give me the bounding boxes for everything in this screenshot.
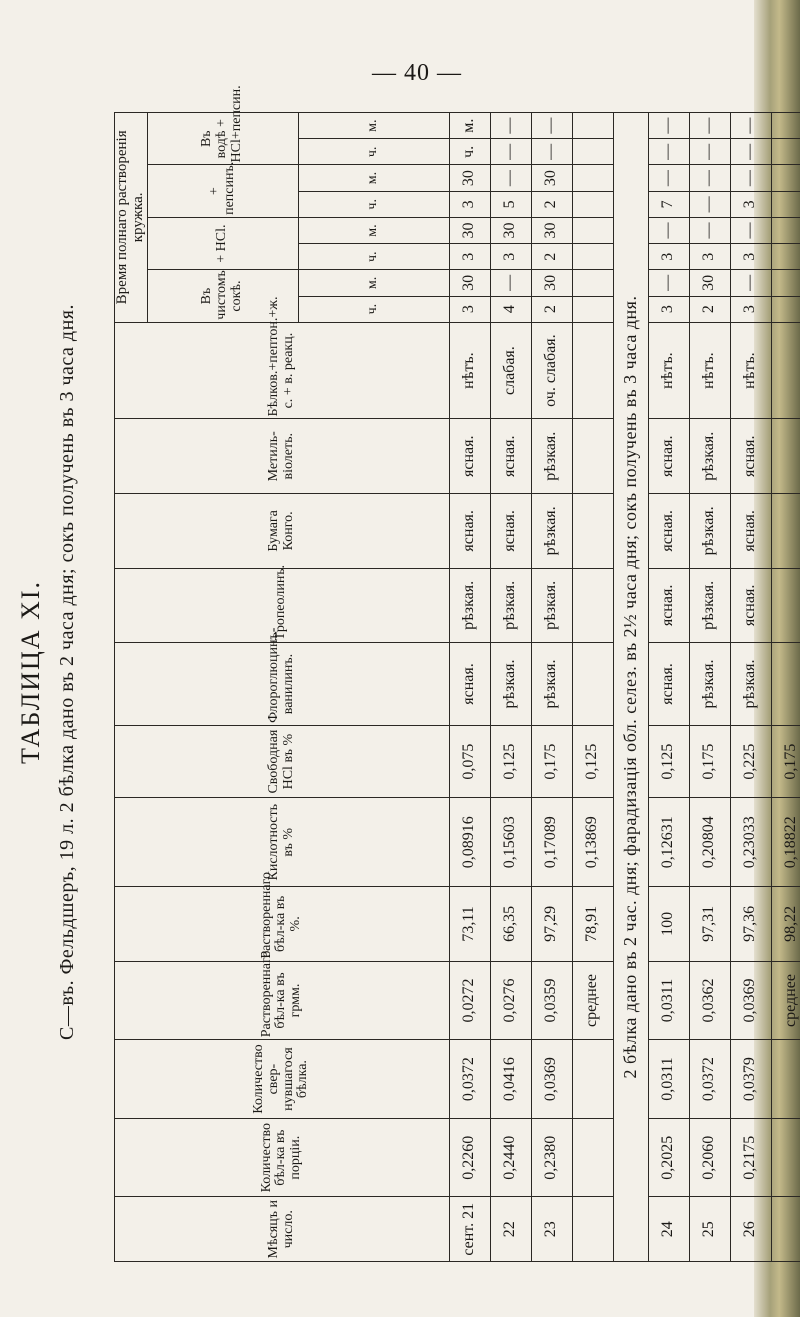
cell-hcl: 0,125 <box>648 725 689 798</box>
cell-peps-h: 5 <box>490 191 531 217</box>
header-total-weight: Количество бѣл-ка въ порціи. <box>115 1118 450 1197</box>
unit-minutes: м. <box>298 165 449 191</box>
cell-trop: рѣзкая. <box>449 568 490 643</box>
cell-phloro: рѣзкая. <box>531 643 572 726</box>
protocol-line: 2 бѣлка дано въ 2 часа дня; сокъ получень въ 3 часа дня. <box>56 303 78 813</box>
table-note-row <box>613 113 648 1262</box>
cell-hcl-m <box>572 217 613 243</box>
cell-water-m: м. <box>449 113 490 139</box>
cell-mv: рѣзкая. <box>531 419 572 494</box>
cell-water-m: — <box>648 113 689 139</box>
table-row <box>449 113 490 1262</box>
cell-pct: 97,31 <box>689 887 730 962</box>
cell-peps-h: 7 <box>648 191 689 217</box>
cell-hcl-h: 3 <box>689 244 730 270</box>
cell-hcl-h: 3 <box>490 244 531 270</box>
cell-peps-h: — <box>689 191 730 217</box>
cell-hcl: 0,225 <box>730 725 771 798</box>
cell-trop <box>572 568 613 643</box>
cell-total: 0,2060 <box>689 1118 730 1197</box>
cell-water-h: — <box>730 139 771 165</box>
header-tropeolin: Тропеолинъ. <box>115 568 450 643</box>
cell-hcl: 0,125 <box>572 725 613 798</box>
cell-date: сент. 21 <box>449 1197 490 1262</box>
cell-hcl-h: 2 <box>531 244 572 270</box>
unit-hours: ч. <box>298 139 449 165</box>
cell-date: 25 <box>689 1197 730 1262</box>
cell-water-h <box>572 139 613 165</box>
cell-water-m: — <box>730 113 771 139</box>
header-digested-pct: Раствореннаго бѣл-ка въ %. <box>115 887 450 962</box>
table-title: ТАБЛИЦА XI. <box>16 579 45 765</box>
cell-plain-m: 30 <box>449 270 490 296</box>
cell-mv: ясная. <box>449 419 490 494</box>
cell-trop: рѣзкая. <box>689 568 730 643</box>
cell-hcl: 0,125 <box>490 725 531 798</box>
cell-hcl-m: — <box>689 217 730 243</box>
cell-plain-m: — <box>648 270 689 296</box>
unit-minutes: м. <box>298 270 449 296</box>
cell-pct: 66,35 <box>490 887 531 962</box>
cell-congo: ясная. <box>648 494 689 569</box>
cell-acidity: 0,17089 <box>531 798 572 887</box>
cell-hcl-m: 30 <box>449 217 490 243</box>
table-row-average <box>572 113 613 1262</box>
cell-pct: 97,29 <box>531 887 572 962</box>
cell-coag: 0,0379 <box>730 1040 771 1119</box>
cell-water-m <box>771 113 800 139</box>
header-methyl-violet: Метиль-віолеть. <box>115 419 450 494</box>
cell-hcl: 0,175 <box>771 725 800 798</box>
header-time-pepsin: + пепсинъ. <box>147 165 298 217</box>
table-body-1 <box>449 113 648 1262</box>
cell-phloro: рѣзкая. <box>730 643 771 726</box>
cell-plain-h <box>771 296 800 322</box>
header-biuret: Бѣлков.+пептон.+ж. с. + в. реакц. <box>115 322 450 419</box>
cell-date: 24 <box>648 1197 689 1262</box>
cell-digested: 0,0311 <box>648 961 689 1040</box>
cell-plain-h: 3 <box>730 296 771 322</box>
header-time-water: Въ водѣ + НСl+пепсин. <box>147 113 298 166</box>
cell-total: 0,2440 <box>490 1118 531 1197</box>
cell-date: 22 <box>490 1197 531 1262</box>
cell-pct: 73,11 <box>449 887 490 962</box>
rotated-table-block <box>16 82 800 1262</box>
cell-plain-h: 3 <box>648 296 689 322</box>
cell-congo <box>572 494 613 569</box>
cell-water-m <box>572 113 613 139</box>
table-row <box>531 113 572 1262</box>
cell-biuret: нѣтъ. <box>449 322 490 419</box>
cell-total: 0,2025 <box>648 1118 689 1197</box>
header-free-hcl: Свободная НСl въ % <box>115 725 450 798</box>
cell-plain-m <box>572 270 613 296</box>
unit-minutes: м. <box>298 217 449 243</box>
table-caption <box>16 82 96 1262</box>
cell-congo: ясная. <box>490 494 531 569</box>
cell-coag: 0,0416 <box>490 1040 531 1119</box>
cell-peps-m: — <box>689 165 730 191</box>
cell-water-m: — <box>689 113 730 139</box>
cell-phloro: рѣзкая. <box>490 643 531 726</box>
cell-date <box>572 1197 613 1262</box>
cell-hcl-m <box>771 217 800 243</box>
unit-hours: ч. <box>298 244 449 270</box>
cell-peps-m <box>572 165 613 191</box>
cell-hcl-m: 30 <box>490 217 531 243</box>
cell-acidity: 0,15603 <box>490 798 531 887</box>
cell-peps-h: 3 <box>449 191 490 217</box>
cell-plain-m: — <box>730 270 771 296</box>
cell-water-h: — <box>490 139 531 165</box>
cell-phloro: ясная. <box>449 643 490 726</box>
cell-biuret: оч. слабая. <box>531 322 572 419</box>
cell-water-m: — <box>490 113 531 139</box>
cell-hcl-h <box>572 244 613 270</box>
table-row <box>490 113 531 1262</box>
cell-peps-h <box>771 191 800 217</box>
cell-trop: ясная. <box>730 568 771 643</box>
cell-date: 26 <box>730 1197 771 1262</box>
cell-hcl: 0,175 <box>531 725 572 798</box>
cell-digested: 0,0369 <box>730 961 771 1040</box>
cell-total: 0,2175 <box>730 1118 771 1197</box>
cell-acidity: 0,18822 <box>771 798 800 887</box>
cell-phloro <box>572 643 613 726</box>
page-number: — 40 — <box>372 60 462 86</box>
cell-congo <box>771 494 800 569</box>
cell-peps-m: 30 <box>449 165 490 191</box>
cell-plain-h: 2 <box>531 296 572 322</box>
cell-digested: 0,0276 <box>490 961 531 1040</box>
cell-total <box>771 1118 800 1197</box>
header-phloroglucin: Флороглюцинъ-ванилинъ. <box>115 643 450 726</box>
cell-average-label: среднее <box>771 961 800 1040</box>
header-digested-gram: Раствореннаго бѣл-ка въ грмм. <box>115 961 450 1040</box>
cell-coag: 0,0311 <box>648 1040 689 1119</box>
cell-plain-m: 30 <box>531 270 572 296</box>
cell-peps-h <box>572 191 613 217</box>
header-time-group: Время полнаго растворенія кружка. <box>115 113 148 323</box>
cell-hcl-h: 3 <box>730 244 771 270</box>
cell-acidity: 0,08916 <box>449 798 490 887</box>
header-time-hcl: + НСl. <box>147 217 298 269</box>
cell-date: 23 <box>531 1197 572 1262</box>
cell-plain-m: 30 <box>689 270 730 296</box>
cell-plain-h: 4 <box>490 296 531 322</box>
cell-peps-m: — <box>648 165 689 191</box>
header-time-plain: Въ чистомъ сокѣ. <box>147 270 298 322</box>
cell-hcl: 0,175 <box>689 725 730 798</box>
unit-minutes: м. <box>298 113 449 139</box>
cell-plain-m <box>771 270 800 296</box>
cell-congo: ясная. <box>730 494 771 569</box>
table-row <box>648 113 689 1262</box>
cell-water-h: — <box>648 139 689 165</box>
cell-phloro <box>771 643 800 726</box>
cell-trop <box>771 568 800 643</box>
cell-digested: 0,0359 <box>531 961 572 1040</box>
cell-biuret: нѣтъ. <box>689 322 730 419</box>
cell-plain-h: 2 <box>689 296 730 322</box>
cell-peps-h: 2 <box>531 191 572 217</box>
cell-average-label: среднее <box>572 961 613 1040</box>
table-row <box>730 113 771 1262</box>
subject-line: С—въ. Фельдшеръ, 19 л. <box>56 817 78 1041</box>
cell-hcl-h: 3 <box>449 244 490 270</box>
table-body-2 <box>648 113 800 1262</box>
cell-peps-h: 3 <box>730 191 771 217</box>
cell-trop: рѣзкая. <box>490 568 531 643</box>
protocol-note: 2 бѣлка дано въ 2 час. дня; фарадизація обл. селез. въ 2½ часа дня; сокъ получень въ 3 часа дня. <box>613 113 648 1262</box>
cell-total: 0,2380 <box>531 1118 572 1197</box>
cell-biuret: нѣтъ. <box>648 322 689 419</box>
cell-coag <box>771 1040 800 1119</box>
cell-mv <box>572 419 613 494</box>
cell-phloro: ясная. <box>648 643 689 726</box>
cell-water-h: — <box>531 139 572 165</box>
cell-water-h: — <box>689 139 730 165</box>
cell-peps-m: — <box>490 165 531 191</box>
cell-water-m: — <box>531 113 572 139</box>
cell-coag: 0,0372 <box>449 1040 490 1119</box>
cell-mv: рѣзкая. <box>689 419 730 494</box>
table-subtitle <box>56 82 90 1262</box>
cell-congo: рѣзкая. <box>689 494 730 569</box>
unit-hours: ч. <box>298 296 449 322</box>
cell-trop: ясная. <box>648 568 689 643</box>
header-acidity: Кислотность въ % <box>115 798 450 887</box>
data-table <box>114 85 800 1262</box>
cell-pct: 100 <box>648 887 689 962</box>
cell-biuret: нѣтъ. <box>730 322 771 419</box>
cell-congo: рѣзкая. <box>531 494 572 569</box>
cell-biuret <box>572 322 613 419</box>
cell-date <box>771 1197 800 1262</box>
cell-pct: 98,22 <box>771 887 800 962</box>
cell-hcl-m: 30 <box>531 217 572 243</box>
cell-plain-h <box>572 296 613 322</box>
header-congo: Бумага Конго. <box>115 494 450 569</box>
cell-mv: ясная. <box>490 419 531 494</box>
cell-plain-h: 3 <box>449 296 490 322</box>
cell-plain-m: — <box>490 270 531 296</box>
cell-coag: 0,0372 <box>689 1040 730 1119</box>
cell-pct: 78,91 <box>572 887 613 962</box>
cell-coag: 0,0369 <box>531 1040 572 1119</box>
cell-acidity: 0,20804 <box>689 798 730 887</box>
cell-coag <box>572 1040 613 1119</box>
cell-hcl-m: — <box>730 217 771 243</box>
cell-acidity: 0,13869 <box>572 798 613 887</box>
cell-biuret <box>771 322 800 419</box>
cell-total <box>572 1118 613 1197</box>
table-row-average <box>771 113 800 1262</box>
cell-digested: 0,0362 <box>689 961 730 1040</box>
cell-acidity: 0,23033 <box>730 798 771 887</box>
cell-total: 0,2260 <box>449 1118 490 1197</box>
unit-hours: ч. <box>298 191 449 217</box>
cell-digested: 0,0272 <box>449 961 490 1040</box>
cell-mv <box>771 419 800 494</box>
cell-biuret: слабая. <box>490 322 531 419</box>
cell-hcl-h: 3 <box>648 244 689 270</box>
cell-peps-m: — <box>730 165 771 191</box>
cell-hcl: 0,075 <box>449 725 490 798</box>
table-row <box>689 113 730 1262</box>
cell-phloro: рѣзкая. <box>689 643 730 726</box>
cell-water-h: ч. <box>449 139 490 165</box>
cell-pct: 97,36 <box>730 887 771 962</box>
cell-mv: ясная. <box>648 419 689 494</box>
cell-mv: ясная. <box>730 419 771 494</box>
cell-hcl-h <box>771 244 800 270</box>
header-date: Мѣсяцъ и число. <box>115 1197 450 1262</box>
cell-water-h <box>771 139 800 165</box>
cell-peps-m <box>771 165 800 191</box>
cell-congo: ясная. <box>449 494 490 569</box>
cell-acidity: 0,12631 <box>648 798 689 887</box>
cell-peps-m: 30 <box>531 165 572 191</box>
cell-hcl-m: — <box>648 217 689 243</box>
cell-trop: рѣзкая. <box>531 568 572 643</box>
header-coag-weight: Количество свер-нувшагося бѣлка. <box>115 1040 450 1119</box>
